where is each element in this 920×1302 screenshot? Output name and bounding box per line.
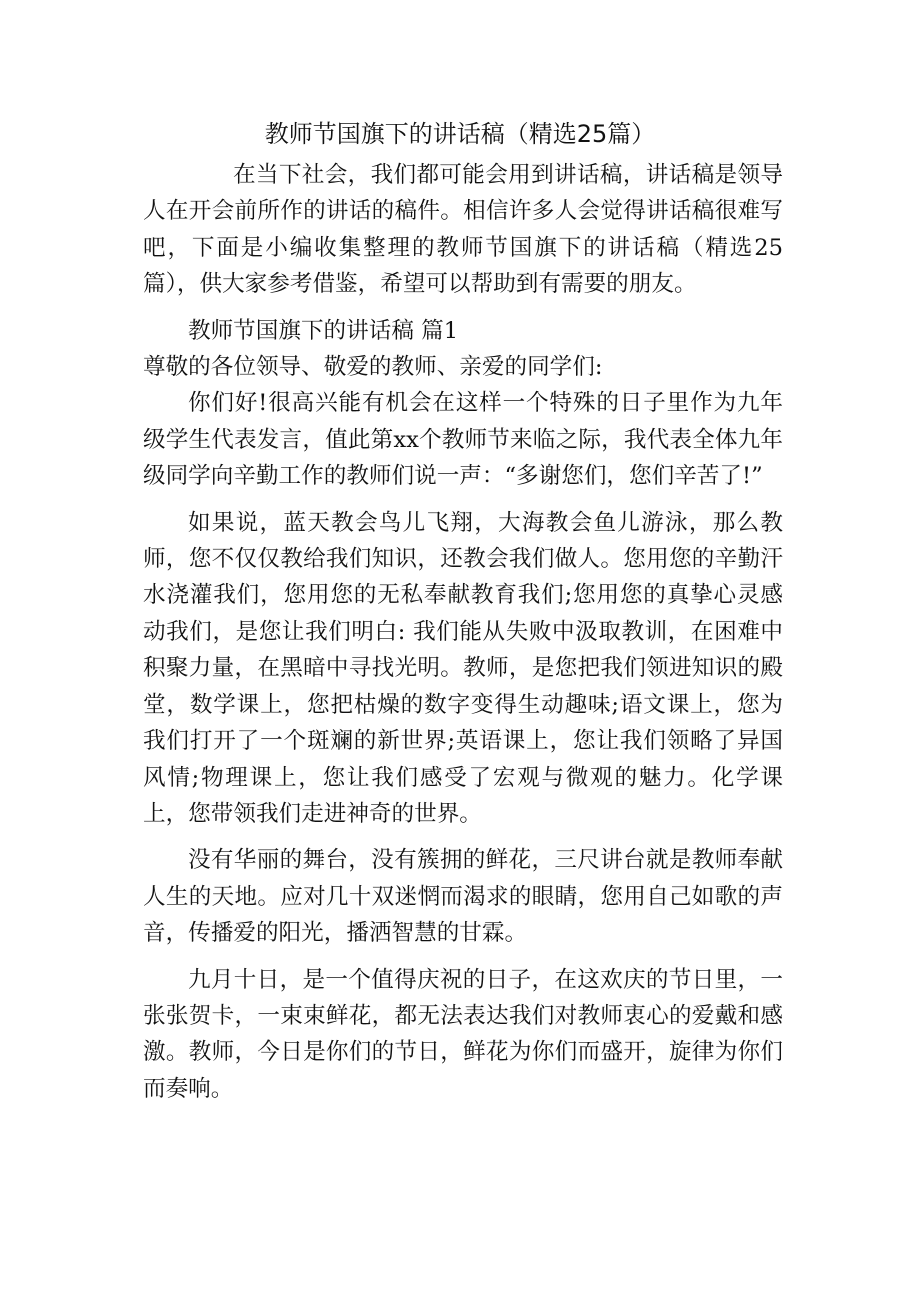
- body-paragraph: 九月十日，是一个值得庆祝的日子，在这欢庆的节日里，一张张贺卡，一束束鲜花，都无法表达我们对教师衷心的爱戴和感激。教师，今日是你们的节日，鲜花为你们而盛开，旋律为你们而奏响。: [143, 966, 783, 1102]
- body-paragraph: 你们好!很高兴能有机会在这样一个特殊的日子里作为九年级学生代表发言，值此第xx个教师节来临之际，我代表全体九年级同学向辛勤工作的教师们说一声：“多谢您们，您们辛苦了!”: [143, 390, 783, 490]
- body-paragraph: 如果说，蓝天教会鸟儿飞翔，大海教会鱼儿游泳，那么教师，您不仅仅教给我们知识，还教会我们做人。您用您的辛勤汗水浇灌我们，您用您的无私奉献教育我们;您用您的真挚心灵感动我们，是您让我们明白: 我们能从失败中汲取教训，在困难中积聚力量，在黑暗中寻找光明。教师，是您把我们领进知识的殿堂，数学课上，您把枯燥的数字变得生动趣味;语文课上，您为我们打开了一个斑斓的新世界;英语课上，您让我们领略了异国风情;物理课上，您让我们感受了宏观与微观的魅力。化学课上，您带领我们走进神奇的世界。: [143, 509, 783, 827]
- intro-paragraph: 在当下社会，我们都可能会用到讲话稿，讲话稿是领导人在开会前所作的讲话的稿件。相信许多人会觉得讲话稿很难写吧，下面是小编收集整理的教师节国旗下的讲话稿（精选25篇），供大家参考借鉴，希望可以帮助到有需要的朋友。: [143, 162, 783, 298]
- document-body: [143, 157, 783, 1107]
- section-heading: 教师节国旗下的讲话稿 篇1: [188, 317, 459, 344]
- salutation: 尊敬的各位领导、敬爱的教师、亲爱的同学们:: [143, 354, 603, 381]
- body-paragraph: 没有华丽的舞台，没有簇拥的鲜花，三尺讲台就是教师奉献人生的天地。应对几十双迷惘而渴求的眼睛，您用自己如歌的声音，传播爱的阳光，播洒智慧的甘霖。: [143, 847, 783, 947]
- document-title: 教师节国旗下的讲话稿（精选25篇）: [264, 120, 656, 148]
